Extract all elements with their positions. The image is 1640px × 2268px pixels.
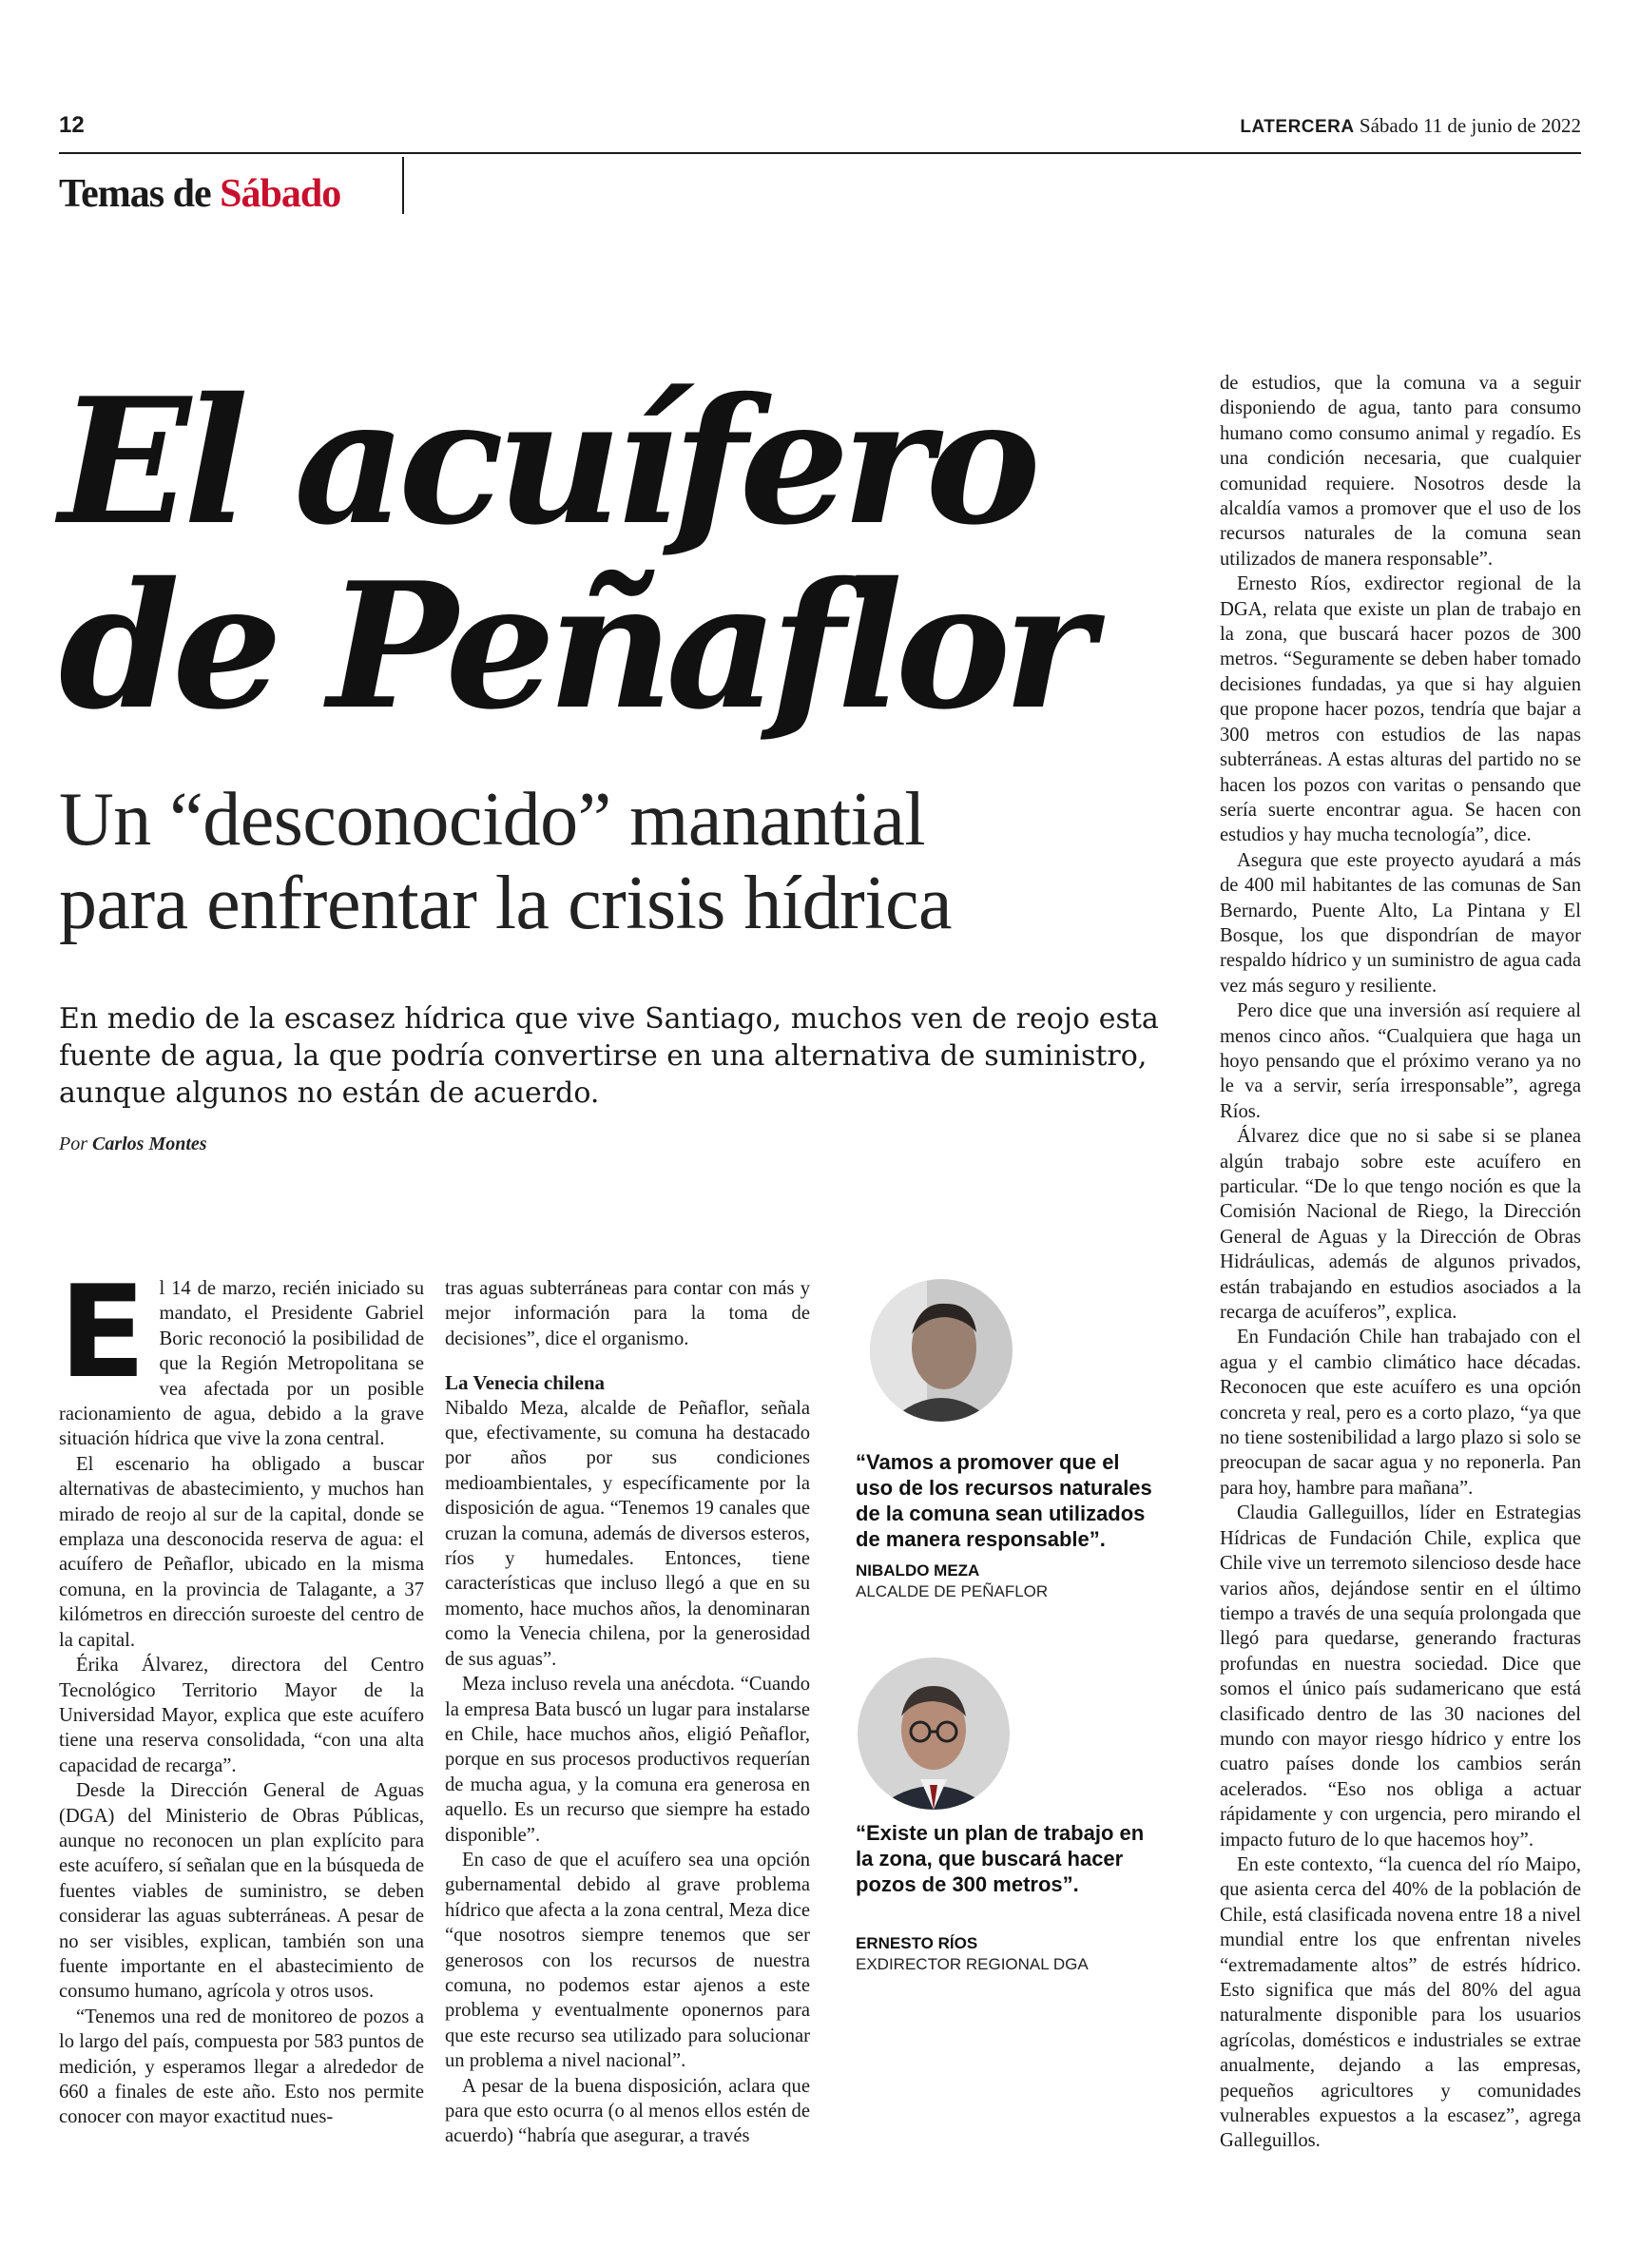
pull-quote-rios: “Existe un plan de trabajo en la zona, que buscará hacer pozos de 300 metros”. <box>856 1821 1145 1896</box>
page-number: 12 <box>59 112 85 138</box>
article-column-3 <box>1220 371 1581 2154</box>
paragraph: Pero dice que una inversión así requiere al menos cinco años. “Cualquiera que haga un hoyo pensando que el próximo verano ya no le va a servir, sería irresponsable”, agrega Ríos. <box>1220 1000 1581 1122</box>
portrait-photo-meza <box>870 1279 1013 1422</box>
article-column-1 <box>59 1258 424 2130</box>
paragraph: tras aguas subterráneas para contar con más y mejor información para la toma de decisiones”, dice el organismo. <box>445 1278 810 1349</box>
subsection-heading: La Venecia chilena <box>445 1371 606 1395</box>
paragraph: El 14 de marzo, recién iniciado su mandato, el Presidente Gabriel Boric reconoció la posibilidad de que la Región Metropolitana se vea afectada por un posible racionamiento de agua, debido a la grave situación hídrica que vive la zona central. <box>59 1258 424 1450</box>
paragraph: A pesar de la buena disposición, aclara que para que esto ocurra (o al menos ellos estén de acuerdo) “habría que asegurar, a través <box>445 2075 810 2147</box>
portrait-photo-rios <box>858 1657 1010 1810</box>
paragraph: de estudios, que la comuna va a seguir disponiendo de agua, tanto para consumo humano como consumo animal y regadío. Es una condición necesaria, que cualquier comunidad requiere. Nosotros desde la alcaldía vamos a promover que el uso de los recursos naturales de la comuna sean utilizados de manera responsable”. <box>1220 373 1581 570</box>
portrait-illustration <box>858 1657 1010 1810</box>
paragraph: En caso de que el acuífero sea una opción gubernamental debido al grave problema hídrico que afecta a la zona central, Meza dice “que nosotros siempre tenemos que ser generosos con los recursos de nuestra comuna, no podemos estar ajenos a este problema y eventualmente oponernos para que este recurso sea utilizado para solucionar un problema a nivel nacional”. <box>445 1849 810 2072</box>
paragraph: El escenario ha obligado a buscar alternativas de abastecimiento, y muchos han mirado de reojo al sur de la capital, donde se emplaza una desconocida reserva de agua: el acuífero de Peñaflor, ubicado en la misma comuna, en la provincia de Talagante, a 37 kilómetros en dirección suroeste del centro de la capital. <box>59 1453 424 1651</box>
portrait-illustration <box>870 1279 1013 1422</box>
paragraph: Nibaldo Meza, alcalde de Peñaflor, señala que, efectivamente, su comuna ha destacado por años por sus condiciones medioambientales, y específicamente por la disposición de agua. “Tenemos 19 canales que cruzan la comuna, además de diversos esteros, ríos y humedales. Entonces, tiene características que incluso llegó a que en su momento, hace muchos años, la denominaran como la Venecia chilena, por la generosidad de sus aguas”. <box>445 1397 810 1670</box>
paragraph: Asegura que este proyecto ayudará a más de 400 mil habitantes de las comunas de San Bernardo, Puente Alto, La Pintana y El Bosque, los que dispondrían de mayor respaldo hídrico y un suministro de agua cada vez más seguro y resiliente. <box>1220 849 1581 997</box>
paragraph: Ernesto Ríos, exdirector regional de la DGA, relata que existe un plan de trabajo en la zona, que buscará hacer pozos de 300 metros. “Seguramente se deben haber tomado decisiones fundadas, ya que si hay alguien que propone hacer pozos, tendría que bajar a 300 metros con estudios de las napas subterráneas. A estas alturas del partido no se hacen los pozos con varitas o pensando que sería suerte encontrar agua. Se hacen con estudios y hay mucha tecnología”, dice. <box>1220 573 1581 846</box>
section-prefix: Temas de <box>59 172 211 216</box>
pull-quote-meza: “Vamos a promover que el uso de los recursos naturales de la comuna sean utilizados de manera responsable”. <box>856 1450 1152 1551</box>
paragraph: Meza incluso revela una anécdota. “Cuando la empresa Bata buscó un lugar para instalarse en Chile, hace muchos años, eligió Peñaflor, porque en sus procesos productivos requerían de mucha agua, y la comuna era generosa en aquello. Es un recurso que siempre ha estado disponible”. <box>445 1674 810 1846</box>
section-accent: Sábado <box>220 172 341 216</box>
headline-line-1: El acuífero <box>59 359 1033 563</box>
header-rule <box>59 152 1581 154</box>
paragraph: Álvarez dice que no si sabe si se planea algún trabajo sobre este acuífero en particular. “De lo que tengo noción es que la Comisión Nacional de Riego, la Dirección General de Aguas y la Dirección de Obras Hidráulicas, además de algunos privados, están trabajando en estudios asociados a la recarga de acuíferos”, explica. <box>1220 1126 1581 1324</box>
byline-author: Carlos Montes <box>92 1134 207 1154</box>
headline-line-2: de Peñaflor <box>59 544 1088 747</box>
byline <box>59 1134 207 1155</box>
quote-source-name: ERNESTO RÍOS <box>856 1934 978 1952</box>
masthead <box>1240 114 1581 138</box>
paragraph: Desde la Dirección General de Aguas (DGA) del Ministerio de Obras Públicas, aunque no reconocen un plan explícito para este acuífero, sí señalan que en la búsqueda de fuentes viables de suministro, se deben considerar las aguas subterráneas. A pesar de no ser visibles, explican, también son una fuente importante en el abastecimiento de consumo humano, agrícola y otros usos. <box>59 1780 424 2003</box>
paragraph: En este contexto, “la cuenca del río Maipo, que asienta cerca del 40% de la población de Chile, está clasificada novena entre 18 a nivel mundial entre los que enfrentan niveles “extremadamente altos” de estrés hídrico. Esto significa que más del 80% del agua naturalmente disponible para los usuarios agrícolas, domésticos e industriales se extrae anualmente, dejando a las empresas, pequeños agricultores y comunidades vulnerables expuestos a la escasez”, agrega Galleguillos. <box>1220 1853 1581 2152</box>
drop-cap: E <box>59 1258 146 1406</box>
paragraph: Claudia Galleguillos, líder en Estrategias Hídricas de Fundación Chile, explica que Chile vive un terremoto silencioso desde hace varios años, dejándose sentir en el último tiempo a través de una sequía prolongada que llegó para quedarse, generando fracturas profundas en nuestra sociedad. Dice que somos el único país sudamericano que está clasificado dentro de las 30 naciones del mundo con mayor riesgo hídrico y entre los cuatro países donde los cambios serán acelerados. “Eso nos obliga a actuar rápidamente y con urgencia, pero mirando el impacto futuro de lo que hacemos hoy”. <box>1220 1502 1581 1851</box>
quote-source-name: NIBALDO MEZA <box>856 1561 980 1580</box>
issue-date: Sábado 11 de junio de 2022 <box>1359 114 1581 137</box>
lead-paragraph: En medio de la escasez hídrica que vive Santiago, muchos ven de reojo esta fuente de agua, la que podría convertirse en una alternativa de suministro, aunque algunos no están de acuerdo. <box>59 1002 1159 1110</box>
article-column-2 <box>445 1276 810 2149</box>
section-divider <box>402 157 404 214</box>
byline-prefix: Por <box>59 1134 87 1154</box>
paragraph: Érika Álvarez, directora del Centro Tecnológico Territorio Mayor de la Universidad Mayor, explica que este acuífero tiene una reserva consolidada, “con una alta capacidad de recarga”. <box>59 1655 424 1776</box>
subheadline-line-2: para enfrentar la crisis hídrica <box>59 862 953 945</box>
newspaper-brand: LATERCERA <box>1240 117 1355 137</box>
subheadline-line-1: Un “desconocido” manantial <box>59 778 926 862</box>
quote-source-role: ALCALDE DE PEÑAFLOR <box>856 1582 1049 1600</box>
headline <box>59 359 1200 747</box>
quote-source-role: EXDIRECTOR REGIONAL DGA <box>856 1955 1089 1973</box>
section-label <box>59 171 340 217</box>
paragraph: “Tenemos una red de monitoreo de pozos a lo largo del país, compuesta por 583 puntos de medición, y esperamos llegar a alrededor de 660 a finales de este año. Esto nos permite conocer con mayor exactitud nues- <box>59 2006 424 2128</box>
paragraph: En Fundación Chile han trabajado con el agua y el cambio climático hace décadas. Reconocen que este acuífero es una opción concreta y real, pero es a corto plazo, “ya que no tiene sostenibilidad a largo plazo si solo se preocupan de sacar agua y no reponerla. Pan para hoy, hambre para mañana”. <box>1220 1327 1581 1499</box>
subheadline <box>59 778 1200 945</box>
